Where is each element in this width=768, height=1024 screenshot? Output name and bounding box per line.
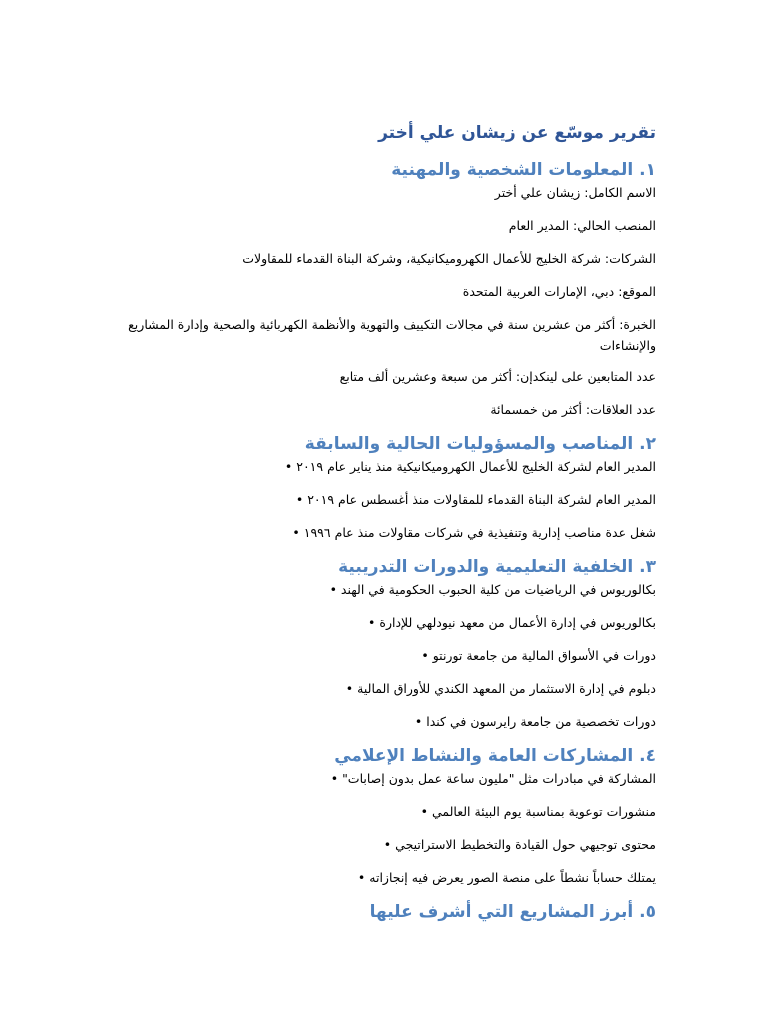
paragraph-connections: عدد العلاقات: أكثر من خمسمائة [490, 402, 656, 417]
paragraph-linkedin-followers: عدد المتابعين على لينكدإن: أكثر من سبعة وعشرين ألف متابع [339, 369, 656, 384]
list-item: بكالوريوس في الرياضيات من كلية الحبوب الحكومية في الهند • [329, 582, 656, 597]
bullet-icon: • [284, 459, 293, 474]
paragraph-full-name: الاسم الكامل: زيشان علي أختر [494, 185, 656, 200]
bullet-icon: • [420, 804, 428, 819]
list-item: دورات تخصصية من جامعة رايرسون في كندا • [414, 714, 656, 729]
section-heading: ١. المعلومات الشخصية والمهنية [391, 160, 656, 180]
bullet-icon: • [414, 714, 423, 729]
list-item: بكالوريوس في إدارة الأعمال من معهد نيودلهي للإدارة • [368, 615, 656, 630]
section-heading: ٤. المشاركات العامة والنشاط الإعلامي [334, 746, 656, 766]
section-personal-info [112, 158, 656, 420]
list-item: يمتلك حساباً نشطاً على منصة الصور يعرض فيه إنجازاته • [357, 870, 656, 885]
paragraph-location: الموقع: دبي، الإمارات العربية المتحدة [462, 284, 656, 299]
section-education [112, 555, 656, 732]
list-item: المدير العام لشركة البناة القدماء للمقاولات منذ أغسطس عام ٢٠١٩ • [295, 492, 656, 507]
section-heading: ٥. أبرز المشاريع التي أشرف عليها [369, 902, 656, 922]
section-positions [112, 432, 656, 543]
paragraph-companies: الشركات: شركة الخليج للأعمال الكهروميكانيكية، وشركة البناة القدماء للمقاولات [242, 251, 656, 266]
list-item: دورات في الأسواق المالية من جامعة تورنتو • [421, 648, 656, 663]
document-title: تقرير موسّع عن زيشان علي أختر [378, 123, 656, 143]
bullet-icon: • [295, 492, 304, 507]
bullet-icon: • [292, 525, 300, 540]
section-heading: ٣. الخلفية التعليمية والدورات التدريبية [338, 557, 656, 577]
list-item: دبلوم في إدارة الاستثمار من المعهد الكندي للأوراق المالية • [345, 681, 656, 696]
section-heading: ٢. المناصب والمسؤوليات الحالية والسابقة [304, 434, 656, 454]
list-item: المشاركة في مبادرات مثل "مليون ساعة عمل بدون إصابات" • [330, 771, 656, 786]
bullet-icon: • [383, 837, 392, 852]
list-item: محتوى توجيهي حول القيادة والتخطيط الاستراتيجي • [383, 837, 656, 852]
section-public-activity [112, 744, 656, 888]
paragraph-current-position: المنصب الحالي: المدير العام [508, 218, 656, 233]
bullet-icon: • [421, 648, 429, 663]
list-item: المدير العام لشركة الخليج للأعمال الكهروميكانيكية منذ يناير عام ٢٠١٩ • [284, 459, 656, 474]
bullet-icon: • [357, 870, 366, 885]
bullet-icon: • [368, 615, 376, 630]
bullet-icon: • [329, 582, 337, 597]
bullet-icon: • [330, 771, 339, 786]
section-projects [112, 900, 656, 924]
list-item: منشورات توعوية بمناسبة يوم البيئة العالمي • [420, 804, 656, 819]
bullet-icon: • [345, 681, 354, 696]
list-item: شغل عدة مناصب إدارية وتنفيذية في شركات مقاولات منذ عام ١٩٩٦ • [292, 525, 656, 540]
paragraph-experience: الخبرة: أكثر من عشرين سنة في مجالات التكييف والتهوية والأنظمة الكهربائية والصحية وإدارة المشاريع والإنشاءات [128, 317, 656, 353]
